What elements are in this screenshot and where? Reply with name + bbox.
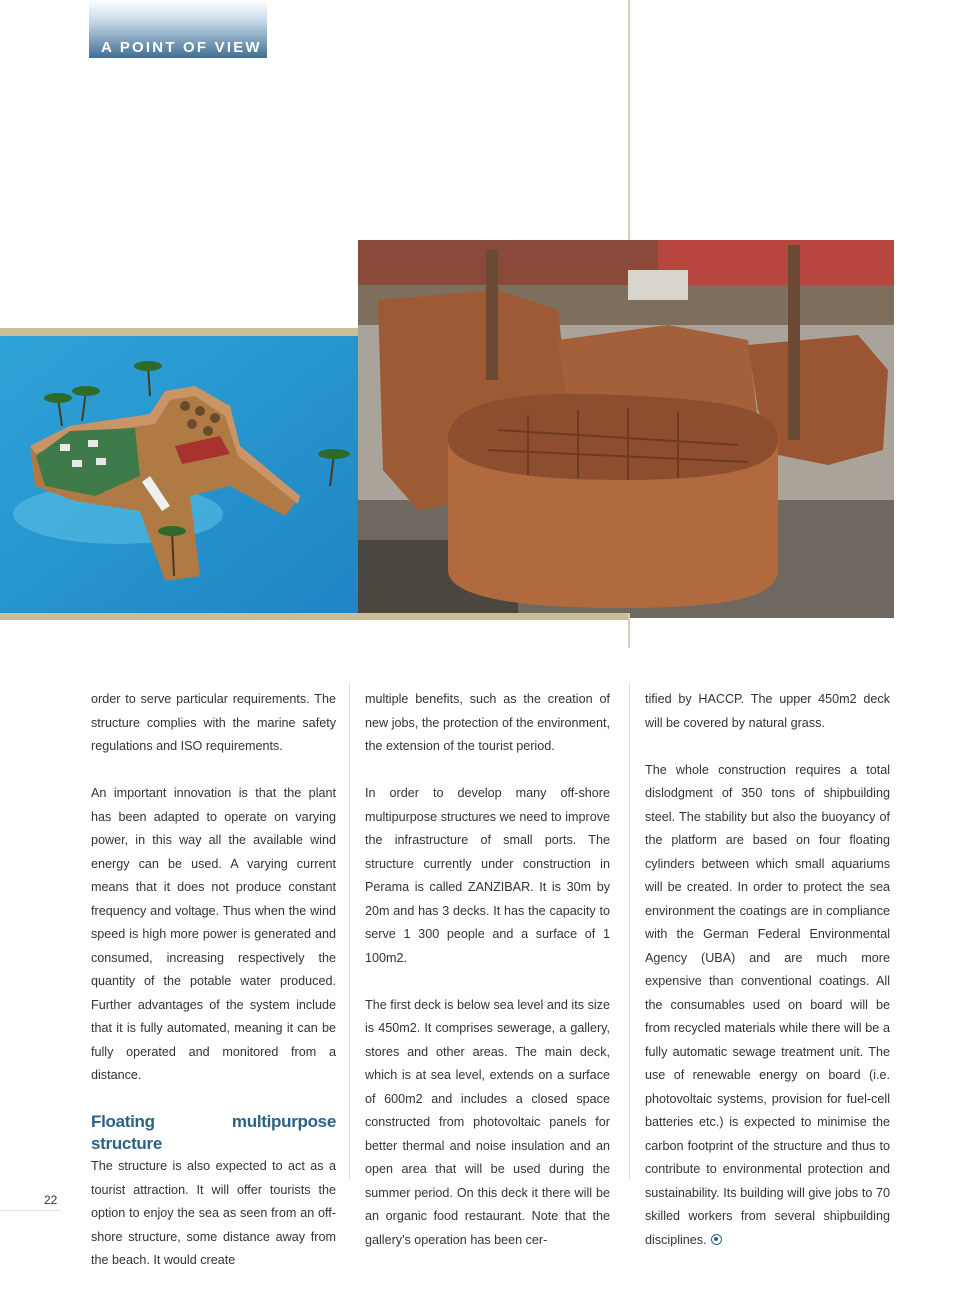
column-separator <box>629 683 630 1180</box>
paragraph: order to serve particular requirements. The structure complies with the marine safety regulations and ISO requirements. <box>91 692 336 753</box>
section-heading: Floating multipurpose structure <box>91 1112 336 1153</box>
paragraph: tified by HACCP. The upper 450m2 deck will be covered by natural grass. <box>645 692 890 730</box>
shipyard-photo-image <box>358 240 894 618</box>
text-column-2 <box>365 688 610 1276</box>
paragraph <box>645 759 890 1253</box>
text-column-3 <box>645 688 890 1276</box>
page-number: 22 <box>44 1193 58 1207</box>
paragraph: multiple benefits, such as the creation of new jobs, the protection of the environment, the extension of the tourist period. <box>365 692 610 753</box>
paragraph: The structure is also expected to act as a tourist attraction. It will offer tourists the option to enjoy the sea as seen from an off-shore structure, some distance away from the beach. It would create <box>91 1159 336 1267</box>
section-label: A POINT OF VIEW <box>101 39 262 56</box>
end-of-article-icon <box>711 1234 722 1245</box>
decorative-rule-bottom <box>628 613 630 648</box>
page-number-rule <box>0 1210 60 1211</box>
decorative-band-top <box>0 328 358 336</box>
paragraph: In order to develop many off-shore multipurpose structures we need to improve the infrastructure of small ports. The structure currently under construction in Perama is called ZANZIBAR. It is 30m by 20m and has 3 decks. It has the capacity to serve 1 300 people and a surface of 1 100m2. <box>365 786 610 965</box>
paragraph-text: The whole construction requires a total dislodgment of 350 tons of shipbuilding steel. The stability but also the buoyancy of the platform are based on four floating cylinders between which small aquariums will be created. In order to protect the sea environment the coatings are in compliance with the German Federal Environmental Agency (UBA) and are much more expensive than conventional coatings. All the consumables used on board will be from recycled materials while there will be a fully automatic sewage treatment unit. The use of renewable energy on board (i.e. photovoltaic systems, provision for fuel-cell batteries etc.) is expected to minimise the carbon footprint of the structure and thus to contribute to environmental protection and sustainability. Its building will give jobs to 70 skilled workers from several shipbuilding disciplines. <box>645 762 890 1247</box>
island-render-image <box>0 336 358 614</box>
section-tab <box>89 0 267 58</box>
decorative-rule-top <box>628 0 630 240</box>
text-column-1 <box>91 688 336 1296</box>
paragraph: The first deck is below sea level and its size is 450m2. It comprises sewerage, a gallery, stores and other areas. The main deck, which is at sea level, extends on a surface of 600m2 and includes a closed space constructed from photovoltaic panels for better thermal and noise insulation and an open area that will be used during the summer period. On this deck it there will be an organic food restaurant. Note that the gallery's operation has been cer- <box>365 997 610 1247</box>
column-separator <box>349 683 350 1180</box>
decorative-band-bottom <box>0 613 628 620</box>
paragraph: An important innovation is that the plant has been adapted to operate on varying power, in this way all the available wind energy can be used. A varying current means that it does not produce constant frequency and voltage. Thus when the wind speed is high more power is generated and consumed, increasing respectively the quantity of the potable water produced. Further advantages of the system include that it is fully automated, meaning it can be fully operated and monitored from a distance. <box>91 786 336 1082</box>
